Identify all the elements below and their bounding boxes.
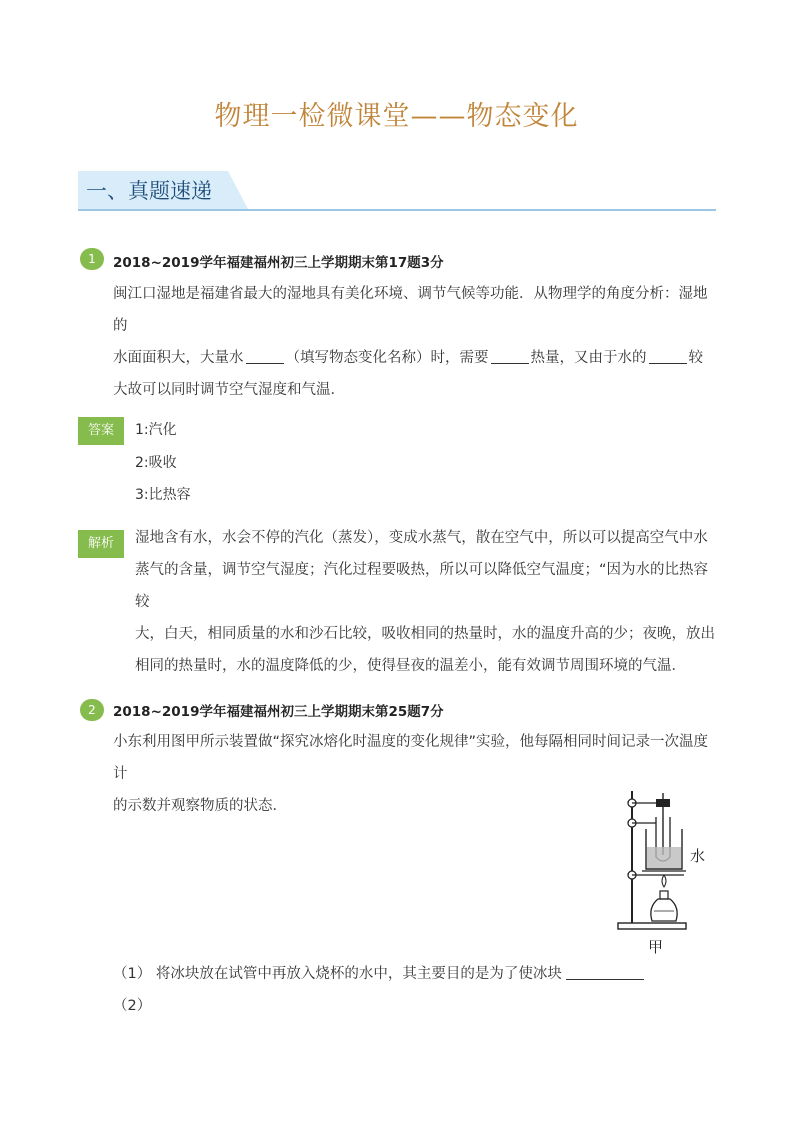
section-title: 一、真题速递: [86, 179, 212, 203]
question-text: [113, 278, 713, 406]
question-line: 闽江口湿地是福建省最大的湿地具有美化环境、调节气候等功能．从物理学的角度分析：湿地的: [113, 286, 708, 334]
experiment-apparatus-figure: [612, 783, 692, 931]
question-number-badge: 1: [80, 248, 104, 270]
answer-blank: [491, 349, 529, 364]
figure-water-label: 水: [690, 847, 706, 865]
question-source: 2018~2019学年福建福州初三上学期期末第17题3分: [113, 255, 444, 271]
question-line: 大故可以同时调节空气湿度和气温．: [113, 382, 345, 398]
text-segment: 热量，又由于水的: [530, 350, 647, 366]
sub-question: （2）: [113, 998, 152, 1014]
page-title: 物理一检微课堂——物态变化: [214, 101, 579, 132]
answer-blank: [649, 349, 687, 364]
figure-caption: 甲: [648, 938, 664, 956]
question-line: 的示数并观察物质的状态．: [113, 798, 287, 814]
question-line: [113, 342, 713, 374]
analysis-line: 湿地含有水，水会不停的汽化（蒸发），变成水蒸气，散在空气中，所以可以提高空气中水: [135, 530, 708, 546]
answer-item: 1:汽化: [135, 422, 177, 438]
question-line: 小东利用图甲所示装置做“探究冰熔化时温度的变化规律”实验，他每隔相同时间记录一次温度计: [113, 734, 709, 782]
answer-tag: 答案: [78, 417, 124, 445]
analysis-tag: 解析: [78, 530, 124, 558]
question-number-badge: 2: [80, 699, 104, 721]
question-source: 2018~2019学年福建福州初三上学期期末第25题7分: [113, 704, 444, 720]
sub-question-text: （1） 将冰块放在试管中再放入烧杯的水中，其主要目的是为了使冰块: [113, 966, 562, 982]
text-segment: 水面面积大，大量水: [113, 350, 244, 366]
analysis-line: 相同的热量时，水的温度降低的少，使得昼夜的温差小，能有效调节周围环境的气温．: [135, 658, 686, 674]
analysis-line: 大，白天，相同质量的水和沙石比较，吸收相同的热量时，水的温度升高的少；夜晚，放出: [135, 626, 715, 642]
text-segment: 较: [688, 350, 703, 366]
text-segment: （填写物态变化名称）时，需要: [285, 350, 489, 366]
answer-blank: [246, 349, 284, 364]
analysis-text: [135, 522, 715, 682]
analysis-line: 蒸气的含量，调节空气湿度；汽化过程要吸热，所以可以降低空气温度；“因为水的比热容较: [135, 562, 709, 610]
answer-blank: [566, 965, 644, 980]
sub-question: [113, 958, 713, 990]
answer-item: 3:比热容: [135, 487, 191, 503]
answer-item: 2:吸收: [135, 455, 177, 471]
section-header: [78, 171, 716, 211]
